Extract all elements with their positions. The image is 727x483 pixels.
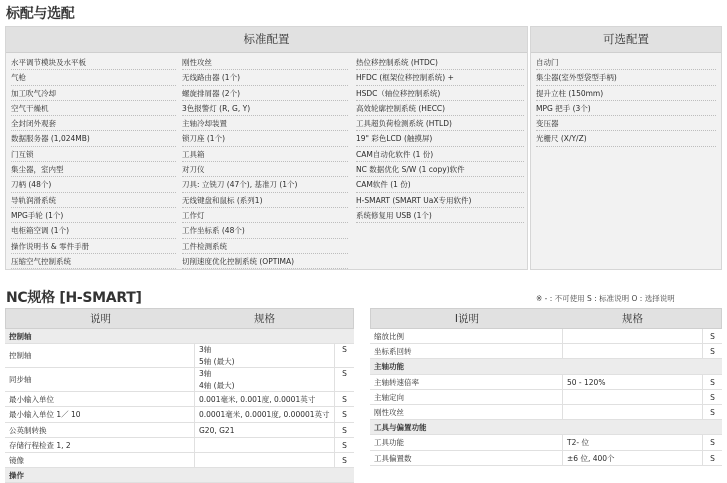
spec-value: T2- 位 xyxy=(563,435,703,449)
spec-value: 0.0001毫米, 0.0001度, 0.00001英寸 xyxy=(195,407,335,421)
table-row xyxy=(5,344,354,368)
table-row xyxy=(370,344,722,359)
config-item: 无线路由器 (1个) xyxy=(182,70,348,85)
standard-column-1 xyxy=(11,55,176,269)
availability-mark: S xyxy=(710,347,715,357)
header-spec: 规格 xyxy=(254,313,275,325)
config-item: HFDC (框架位移控制系统) + xyxy=(356,70,524,85)
config-item: 工具超负荷检测系统 (HTLD) xyxy=(356,116,524,131)
nc-spec-table-left xyxy=(5,308,354,483)
spec-description: 坐标系回转 xyxy=(370,344,563,358)
spec-value: 3轴 xyxy=(199,345,212,355)
config-item: HSDC（轴位移控制系统) xyxy=(356,86,524,101)
config-item: 门互锁 xyxy=(11,147,176,162)
spec-description: 同步轴 xyxy=(5,368,195,391)
table-row xyxy=(370,375,722,390)
spec-value: ±6 位, 400个 xyxy=(563,451,703,465)
config-item: 气枪 xyxy=(11,70,176,85)
config-item: 水平调节模块及水平板 xyxy=(11,55,176,70)
config-item: 加工吹气冷却 xyxy=(11,86,176,101)
spec-description: 镜像 xyxy=(5,453,195,467)
table-row xyxy=(5,392,354,407)
availability-mark: S xyxy=(710,377,715,387)
nc-table-header-right xyxy=(370,308,722,329)
availability-mark: S xyxy=(342,345,347,355)
table-row xyxy=(5,453,354,468)
config-item: MPG手轮 (1个) xyxy=(11,208,176,223)
spec-description: 控制轴 xyxy=(5,344,195,367)
availability-mark: S xyxy=(710,332,715,341)
config-item: 提升立柱 (150mm) xyxy=(536,86,716,101)
config-item: 空气干燥机 xyxy=(11,101,176,116)
nc-table-body-right xyxy=(370,329,722,466)
table-row xyxy=(370,435,722,450)
section-title-nc-spec: NC规格 [H-SMART] xyxy=(6,290,142,306)
category-row xyxy=(5,329,354,344)
optional-column xyxy=(536,55,716,147)
config-item: CAM软件 (1 份) xyxy=(356,177,524,192)
spec-description: 最小输入单位 xyxy=(5,392,195,406)
config-item: 主轴冷却装置 xyxy=(182,116,348,131)
optional-config-panel xyxy=(530,26,722,270)
header-value xyxy=(334,309,353,328)
spec-values xyxy=(195,368,335,391)
category-label: 操作 xyxy=(9,471,24,481)
config-item: 工具箱 xyxy=(182,147,348,162)
config-item: 工作灯 xyxy=(182,208,348,223)
config-item: 工作坐标系 (48个) xyxy=(182,223,348,238)
header-value xyxy=(702,309,721,328)
spec-description: 最小输入单位 1／ 10 xyxy=(5,407,195,421)
header-spec: 规格 xyxy=(622,313,643,325)
availability-mark: S xyxy=(710,453,715,463)
availability-mark: S xyxy=(342,369,347,379)
config-item: 变压器 xyxy=(536,116,716,131)
config-item: 自动门 xyxy=(536,55,716,70)
config-item: 数据服务器 (1,024MB) xyxy=(11,131,176,146)
optional-config-body xyxy=(531,53,721,144)
config-item: CAM自动化软件 (1 份) xyxy=(356,147,524,162)
spec-legend: ※ - : 不可使用 S : 标准说明 O : 选择说明 xyxy=(536,294,675,303)
standard-config-panel xyxy=(5,26,528,270)
table-row xyxy=(370,405,722,420)
config-item: 高效轮廓控制系统 (HECC) xyxy=(356,101,524,116)
standard-column-3 xyxy=(356,55,524,223)
availability-mark xyxy=(335,380,354,391)
config-item: 刀具: 立铣刀 (47个), 基准刀 (1个) xyxy=(182,177,348,192)
config-item: 集尘器，室内型 xyxy=(11,162,176,177)
spec-value xyxy=(563,344,703,358)
table-row xyxy=(370,329,722,344)
spec-description: 缩放比例 xyxy=(370,329,563,343)
availability-mark: S xyxy=(342,395,347,405)
spec-value: 0.001毫米, 0.001度, 0.0001英寸 xyxy=(195,392,335,406)
availability-mark: S xyxy=(342,425,347,435)
table-row xyxy=(5,423,354,438)
config-item: 锁刀座 (1个) xyxy=(182,131,348,146)
category-label: 控制轴 xyxy=(9,332,32,341)
config-item: 工件检测系统 xyxy=(182,239,348,254)
config-item: 无线键盘和鼠标 (系列1) xyxy=(182,193,348,208)
table-row xyxy=(370,451,722,466)
availability-mark: S xyxy=(342,440,347,450)
spec-value xyxy=(563,405,703,419)
config-item: 电柜箱空调 (1个) xyxy=(11,223,176,238)
config-item: 压缩空气控制系统 xyxy=(11,254,176,269)
config-item: 切削速度优化控制系统 (OPTIMA) xyxy=(182,254,348,269)
availability-mark: S xyxy=(342,410,347,420)
table-row xyxy=(5,368,354,392)
config-item: 导轨润滑系统 xyxy=(11,193,176,208)
spec-description: 刚性攻丝 xyxy=(370,405,563,419)
category-label: 工具与偏置功能 xyxy=(374,423,427,433)
spec-value: 4轴 (最大) xyxy=(199,381,235,391)
standard-config-body xyxy=(6,53,527,266)
spec-description: 主轴定向 xyxy=(370,390,563,404)
config-item: 热位移控制系统 (HTDC) xyxy=(356,55,524,70)
spec-description: 公英制转换 xyxy=(5,423,195,437)
spec-description: 主轴转速倍率 xyxy=(370,375,563,389)
config-item: 螺旋排屑器 (2个) xyxy=(182,86,348,101)
availability-mark: S xyxy=(710,438,715,448)
nc-table-body-left xyxy=(5,329,354,483)
spec-value xyxy=(563,329,703,343)
availability-values xyxy=(335,344,354,367)
standard-config-header: 标准配置 xyxy=(6,27,527,53)
config-item: 系统修复用 USB (1个) xyxy=(356,208,524,223)
spec-value xyxy=(195,453,335,467)
category-row xyxy=(5,468,354,483)
header-description: I说明 xyxy=(454,313,479,325)
availability-mark: S xyxy=(710,392,715,402)
availability-mark: S xyxy=(710,407,715,417)
category-row xyxy=(370,420,722,435)
config-item: 刀柄 (48个) xyxy=(11,177,176,192)
config-item: 集尘器(室外型袋型手柄) xyxy=(536,70,716,85)
config-item: 刚性攻丝 xyxy=(182,55,348,70)
nc-spec-table-right xyxy=(370,308,722,466)
config-item: 对刀仪 xyxy=(182,162,348,177)
optional-config-header: 可选配置 xyxy=(531,27,721,53)
spec-value: 50 - 120% xyxy=(563,375,703,389)
config-item: 3色报警灯 (R, G, Y) xyxy=(182,101,348,116)
availability-values xyxy=(335,368,354,391)
spec-value xyxy=(563,390,703,404)
spec-value xyxy=(195,438,335,452)
spec-description: 存储行程检查 1, 2 xyxy=(5,438,195,452)
spec-value: G20, G21 xyxy=(195,423,335,437)
config-item: NC 数据优化 S/W (1 copy)软件 xyxy=(356,162,524,177)
config-item: MPG 把手 (3个) xyxy=(536,101,716,116)
config-item: 操作说明书 & 零件手册 xyxy=(11,239,176,254)
section-title-options: 标配与选配 xyxy=(6,6,75,22)
category-label: 主轴功能 xyxy=(374,362,404,372)
availability-mark xyxy=(335,356,354,367)
table-row xyxy=(370,390,722,405)
spec-value: 3轴 xyxy=(199,369,212,379)
spec-value: 5轴 (最大) xyxy=(199,357,235,367)
spec-description: 工具偏置数 xyxy=(370,451,563,465)
standard-column-2 xyxy=(182,55,348,269)
spec-description: 工具功能 xyxy=(370,435,563,449)
config-item: H-SMART (SMART UaX专用软件) xyxy=(356,193,524,208)
nc-table-header-left xyxy=(5,308,354,329)
config-item: 19" 彩色LCD (触摸屏) xyxy=(356,131,524,146)
category-row xyxy=(370,359,722,374)
table-row xyxy=(5,407,354,422)
spec-values xyxy=(195,344,335,367)
table-row xyxy=(5,438,354,453)
config-item: 光栅尺 (X/Y/Z) xyxy=(536,131,716,146)
header-description: 说明 xyxy=(89,313,111,325)
availability-mark: S xyxy=(342,455,347,465)
config-item: 全封闭外观套 xyxy=(11,116,176,131)
